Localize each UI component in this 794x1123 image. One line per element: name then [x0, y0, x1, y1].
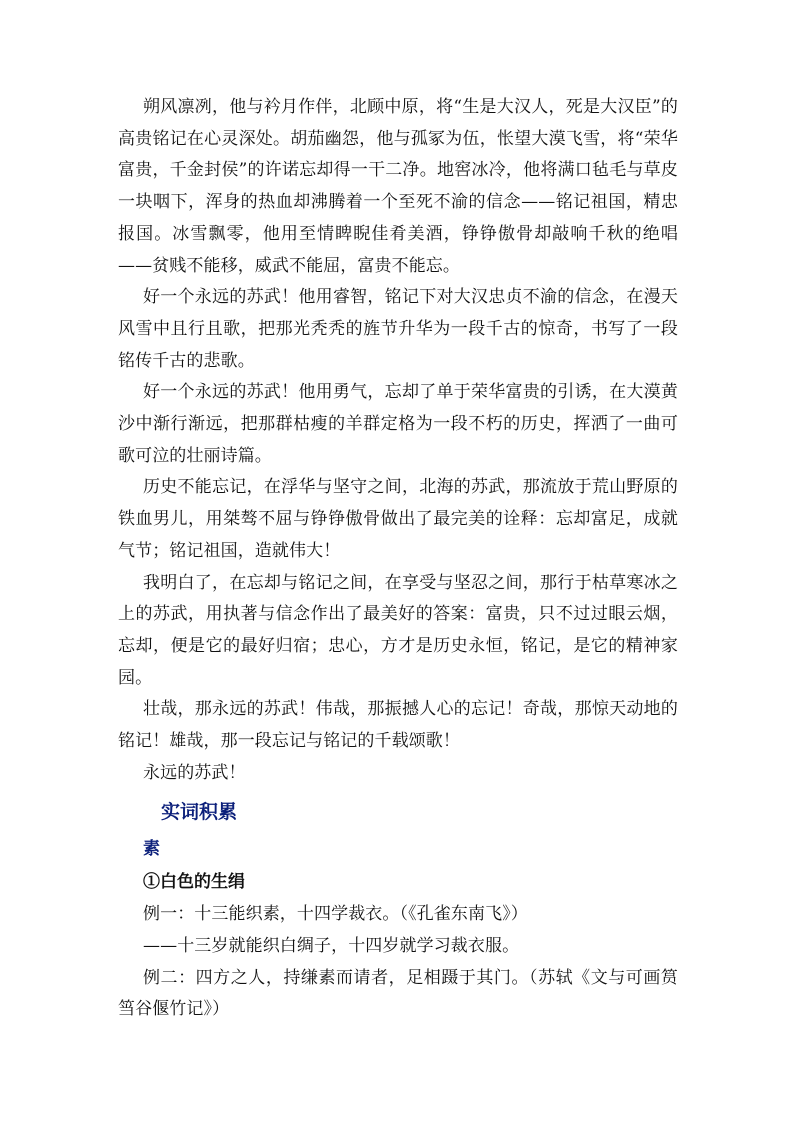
- essay-paragraph: 历史不能忘记，在浮华与坚守之间，北海的苏武，那流放于荒山野原的铁血男儿，用桀骜不屈与铮铮傲骨做出了最完美的诠释：忘却富足，成就气节；铭记祖国，造就伟大！: [118, 477, 678, 561]
- vocab-example: 例一：十三能织素，十四学裁衣。（《孔雀东南飞》）: [143, 904, 528, 925]
- essay-paragraph: 好一个永远的苏武！他用睿智，铭记下对大汉忠贞不渝的信念，在漫天风雪中且行且歌，把那光秃秃的旌节升华为一段千古的惊奇，书写了一段铭传千古的悲歌。: [118, 287, 678, 371]
- vocab-translation: ——十三岁就能织白绸子，十四岁就学习裁衣服。: [143, 935, 520, 956]
- document-page: [118, 92, 678, 1026]
- section-heading: 实词积累: [161, 801, 238, 824]
- vocab-entry-character: 素: [143, 839, 160, 860]
- essay-paragraph: 我明白了，在忘却与铭记之间，在享受与坚忍之间，那行于枯草寒冰之上的苏武，用执著与信念作出了最美好的答案：富贵，只不过过眼云烟，忘却，便是它的最好归宿；忠心，方才是历史永恒，铭记，是它的精神家园。: [118, 572, 678, 688]
- essay-paragraph: 永远的苏武！: [143, 762, 246, 783]
- essay-paragraph: 好一个永远的苏武！他用勇气，忘却了单于荣华富贵的引诱，在大漠黄沙中渐行渐远，把那群枯瘦的羊群定格为一段不朽的历史，挥洒了一曲可歌可泣的壮丽诗篇。: [118, 382, 678, 466]
- essay-paragraph: 壮哉，那永远的苏武！伟哉，那振撼人心的忘记！奇哉，那惊天动地的铭记！雄哉，那一段忘记与铭记的千载颂歌！: [118, 699, 678, 752]
- vocab-sense: ①白色的生绢: [143, 872, 245, 893]
- essay-paragraph: 朔风凛冽，他与衿月作伴，北顾中原，将“生是大汉人，死是大汉臣”的高贵铭记在心灵深处。胡茄幽怨，他与孤冢为伍，怅望大漠飞雪，将“荣华富贵，千金封侯”的许诺忘却得一干二净。地窖冰冷，他将满口毡毛与草皮一块咽下，浑身的热血却沸腾着一个至死不渝的信念——铭记祖国，精忠报国。冰雪飘零，他用至情睥睨佳肴美酒，铮铮傲骨却敲响千秋的绝唱——贫贱不能移，威武不能屈，富贵不能忘。: [118, 97, 678, 276]
- vocab-example: 例二：四方之人，持缣素而请者，足相蹑于其门。（苏轼《文与可画筼筜谷偃竹记》）: [118, 967, 678, 1020]
